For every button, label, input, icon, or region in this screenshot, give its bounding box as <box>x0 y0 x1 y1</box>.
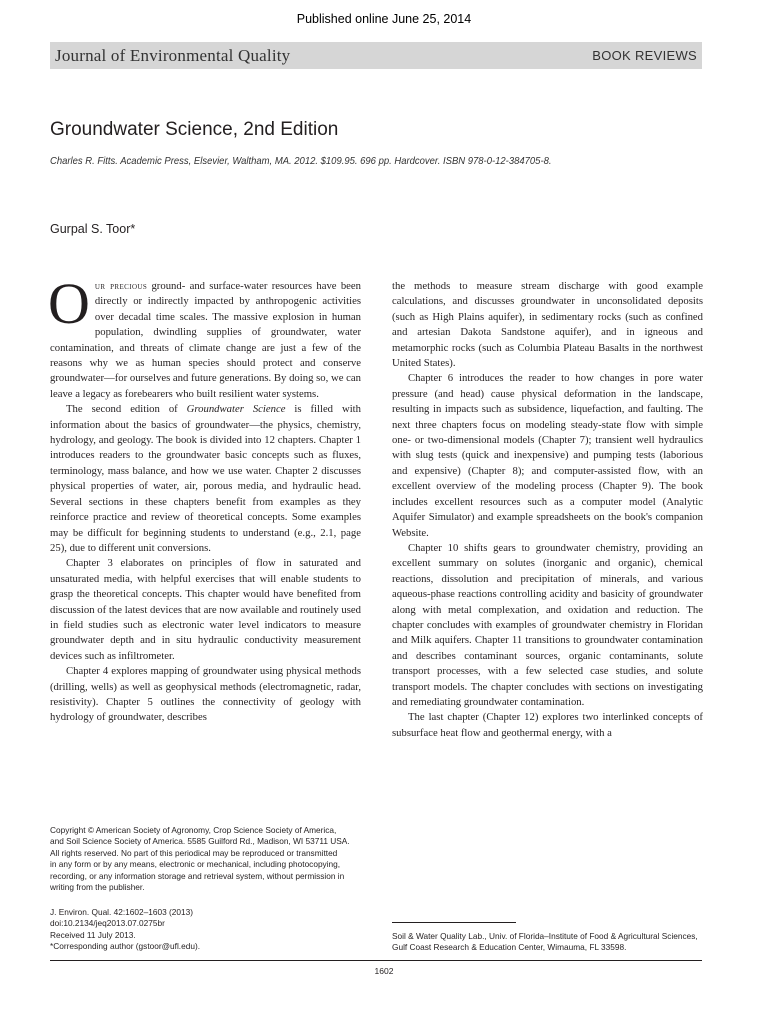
section-label: BOOK REVIEWS <box>592 48 697 63</box>
paragraph-5: Chapter 6 introduces the reader to how changes in pore water pressure (and head) cause physical deformation in the landscape, resulting in impacts such as subsidence, liquefaction, and faulting. The next three chapters focus on modeling steady-state flow with simple one- or two-dimensional models (Chapter 7); transient well hydraulics with slug tests (quick and inexpensive) and pumping tests (laborious and expensive) (Chapter 8); and computer-assisted flow, with an excellent overview of the modeling process (Chapter 9). The book includes excellent resources such as a computer model (Analytic Aquifer Simulator) and example spreadsheets on the book's companion Website. <box>392 372 703 539</box>
book-citation: Charles R. Fitts. Academic Press, Elsevier, Waltham, MA. 2012. $109.95. 696 pp. Hardcover. ISBN 978-0-12-384705-8. <box>50 156 552 167</box>
book-title-italic: Groundwater Science <box>186 403 286 416</box>
right-column <box>392 279 703 741</box>
intro-text: ground- and surface-water resources have been directly or indirectly impacted by anthropogenic activities over decadal time scales. The massive explosion in human population, dwindling supplies of groundwater, water contamination, and threats of climate change are just a few of the reasons why we as human species should protect and conserve groundwater—for ourselves and future generations. By doing so, we can leave a legacy as forebearers who built resilient water systems. <box>50 280 362 400</box>
p2-text-b: is filled with information about the basics of groundwater—the physics, chemistry, hydrology, and geology. The book is divided into 12 chapters. Chapter 1 introduces readers to the groundwater basic concepts such as fluxes, terminology, mass balance, and how we use water. Chapter 2 discusses physical properties of water, air, porous media, and hydraulic head. Several sections in these chapters benefit from examples as they reinforce practice and review of theoretical concepts. Some examples may be difficult for beginning students to understand (e.g., 2.1, page 25), due to different unit conversions. <box>50 403 361 554</box>
copyright-notice <box>50 825 370 893</box>
left-column <box>48 271 362 726</box>
copyright-line: Copyright © American Society of Agronomy, Crop Science Society of America, <box>50 825 337 835</box>
journal-citation: J. Environ. Qual. 42:1602–1603 (2013) <box>50 907 193 917</box>
copyright-line: writing from the publisher. <box>50 882 145 893</box>
p2-text-a: The second edition of <box>66 403 187 416</box>
book-title: Groundwater Science, 2nd Edition <box>50 119 339 140</box>
doi: doi:10.2134/jeq2013.07.0275br <box>50 918 165 929</box>
journal-banner <box>50 42 702 69</box>
paragraph-intro <box>48 271 362 402</box>
published-online-date: Published online June 25, 2014 <box>296 12 472 26</box>
review-author: Gurpal S. Toor* <box>50 222 136 236</box>
paragraph-6: Chapter 10 shifts gears to groundwater chemistry, providing an excellent summary on solutes (inorganic and organic), chemical reactions, dissolution and precipitation of minerals, and various aqueous-phase reactions controlling acidity and basicity of groundwater along with metal complexation, and oxidation and reduction. The chapter concludes with examples of groundwater chemistry in Floridan and Milk aquifers. Chapter 11 transitions to groundwater contamination and describes contaminant sources, organic contaminants, solute transport processes, with a few selected case studies, and solute transport models. The chapter concludes with sections on investigating and remediating groundwater contamination. <box>392 541 703 708</box>
paragraph-3: Chapter 3 elaborates on principles of flow in saturated and unsaturated media, with helpful exercises that will enable students to grasp the theoretical concepts. This chapter would have benefited from discussion of the latest devices that are now available and routinely used in field studies such as electronic water level indicators to measure groundwater depth and in situ hydraulic conductivity measurement devices such as infiltrometer. <box>50 557 361 662</box>
paragraph-2 <box>50 402 361 556</box>
journal-name: Journal of Environmental Quality <box>55 45 291 65</box>
intro-smallcaps: ur precious <box>94 280 148 292</box>
affiliation-line: Soil & Water Quality Lab., Univ. of Florida–Institute of Food & Agricultural Sciences, <box>392 931 698 941</box>
drop-cap: O <box>48 271 90 336</box>
paragraph-4: Chapter 4 explores mapping of groundwater using physical methods (drilling, wells) as well as geophysical methods (electromagnetic, radar, resistivity). Chapter 5 outlines the connectivity of geology with hydrology of groundwater, describes <box>50 665 361 724</box>
copyright-line: recording, or any information storage and retrieval system, without permission in <box>50 870 345 881</box>
author-affiliation <box>392 931 707 954</box>
paragraph-4-continued: the methods to measure stream discharge with good example calculations, and discusses groundwater in unconsolidated deposits (such as High Plains aquifer), in sedimentary rocks (such as confined and artesian Dakota Sandstone aquifer), and in igneous and metamorphic rocks (such as Columbia Plateau Basalts in the northwest United States). <box>392 280 703 370</box>
received-date: Received 11 July 2013. <box>50 929 136 940</box>
affiliation-line: Gulf Coast Research & Education Center, Wimauma, FL 33598. <box>392 942 627 953</box>
copyright-line: in any form or by any means, electronic or mechanical, including photocopying, <box>50 859 341 870</box>
corresponding-author: *Corresponding author (gstoor@ufl.edu). <box>50 941 201 952</box>
citation-info <box>50 907 370 953</box>
page-bottom-rule <box>50 960 702 961</box>
footnote-divider <box>392 922 516 923</box>
copyright-line: and Soil Science Society of America. 5585 Guilford Rd., Madison, WI 53711 USA. <box>50 836 350 847</box>
paragraph-7: The last chapter (Chapter 12) explores two interlinked concepts of subsurface heat flow and geothermal energy, with a <box>392 711 703 739</box>
copyright-line: All rights reserved. No part of this periodical may be reproduced or transmitted <box>50 847 338 858</box>
page-number: 1602 <box>374 966 394 976</box>
